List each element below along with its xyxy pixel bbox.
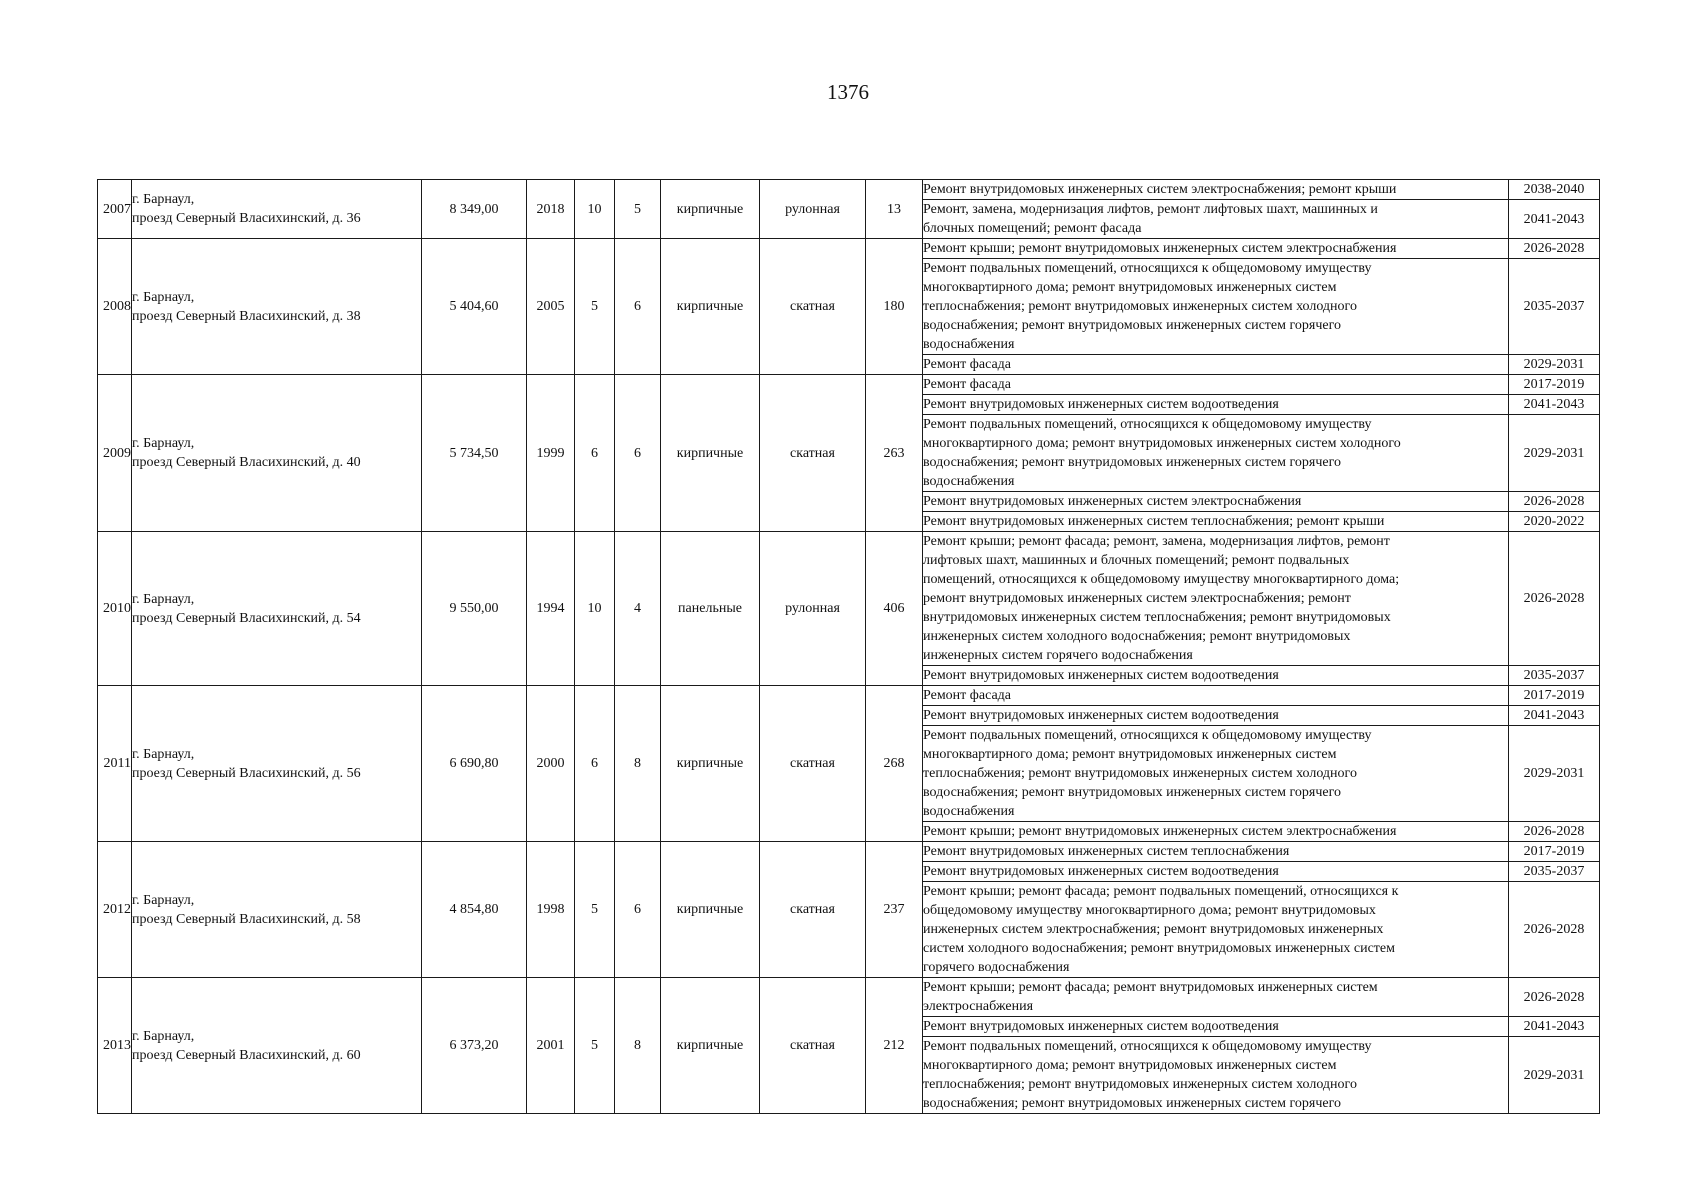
work-period-cell: 2026-2028 — [1509, 239, 1600, 259]
table-row — [98, 180, 1600, 200]
address-street: проезд Северный Власихинский, д. 38 — [132, 308, 361, 324]
wall-material-cell: кирпичные — [661, 375, 760, 532]
floors-cell: 10 — [575, 532, 615, 686]
work-description-cell — [923, 1037, 1509, 1114]
roof-type-cell: скатная — [760, 686, 866, 842]
work-line: многоквартирного дома; ремонт внутридомовых инженерных систем — [923, 747, 1337, 762]
work-description-cell — [923, 862, 1509, 882]
address-street: проезд Северный Власихинский, д. 40 — [132, 455, 361, 470]
work-period-cell: 2017-2019 — [1509, 842, 1600, 862]
address-cell — [132, 239, 422, 375]
address-city: г. Барнаул, — [132, 436, 195, 451]
work-description-cell — [923, 726, 1509, 822]
work-period-cell: 2041-2043 — [1509, 200, 1600, 239]
commission-year-cell: 2001 — [527, 978, 575, 1114]
work-line: лифтовых шахт, машинных и блочных помещений; ремонт подвальных — [923, 553, 1350, 568]
work-line: блочных помещений; ремонт фасада — [923, 221, 1142, 236]
entrances-cell: 6 — [615, 842, 661, 978]
total-area-cell: 8 349,00 — [422, 180, 527, 239]
commission-year-cell: 2000 — [527, 686, 575, 842]
work-line: многоквартирного дома; ремонт внутридомовых инженерных систем — [923, 1058, 1337, 1073]
table-row — [98, 842, 1600, 862]
floors-cell: 5 — [575, 842, 615, 978]
work-line: Ремонт фасада — [923, 377, 1012, 392]
address-city: г. Барнаул, — [132, 192, 195, 207]
work-line: водоснабжения; ремонт внутридомовых инженерных систем горячего — [923, 455, 1341, 470]
work-line: помещений, относящихся к общедомовому имуществу многоквартирного дома; — [923, 572, 1400, 587]
work-description-cell — [923, 355, 1509, 375]
work-description-cell — [923, 686, 1509, 706]
work-description-cell — [923, 842, 1509, 862]
address-cell — [132, 532, 422, 686]
address-cell — [132, 375, 422, 532]
work-period-cell: 2029-2031 — [1509, 726, 1600, 822]
table-row — [98, 978, 1600, 1017]
total-area-cell: 6 690,80 — [422, 686, 527, 842]
floors-cell: 5 — [575, 239, 615, 375]
work-line: инженерных систем горячего водоснабжения — [923, 648, 1193, 663]
entrances-cell: 8 — [615, 978, 661, 1114]
floors-cell: 5 — [575, 978, 615, 1114]
work-line: внутридомовых инженерных систем теплоснабжения; ремонт внутридомовых — [923, 610, 1391, 625]
work-line: Ремонт фасада — [923, 688, 1012, 703]
work-description-cell — [923, 239, 1509, 259]
work-line: общедомовому имуществу многоквартирного дома; ремонт внутридомовых — [923, 903, 1376, 918]
work-line: Ремонт подвальных помещений, относящихся к общедомовому имуществу — [923, 261, 1372, 276]
work-line: водоснабжения; ремонт внутридомовых инженерных систем горячего — [923, 785, 1341, 800]
work-line: теплоснабжения; ремонт внутридомовых инженерных систем холодного — [923, 299, 1357, 314]
work-period-cell: 2035-2037 — [1509, 862, 1600, 882]
work-line: Ремонт крыши; ремонт фасада; ремонт, замена, модернизация лифтов, ремонт — [923, 534, 1390, 549]
residents-cell: 212 — [866, 978, 923, 1114]
address-cell — [132, 180, 422, 239]
address-cell — [132, 842, 422, 978]
work-line: Ремонт внутридомовых инженерных систем водоотведения — [923, 864, 1279, 879]
work-line: Ремонт внутридомовых инженерных систем теплоснабжения — [923, 844, 1290, 859]
work-line: Ремонт внутридомовых инженерных систем водоотведения — [923, 1019, 1279, 1034]
wall-material-cell: кирпичные — [661, 842, 760, 978]
address-city: г. Барнаул, — [132, 591, 195, 607]
work-description-cell — [923, 978, 1509, 1017]
work-description-cell — [923, 532, 1509, 666]
wall-material-cell: кирпичные — [661, 686, 760, 842]
entrances-cell: 4 — [615, 532, 661, 686]
work-line: ремонт внутридомовых инженерных систем электроснабжения; ремонт — [923, 591, 1351, 606]
total-area-cell: 6 373,20 — [422, 978, 527, 1114]
work-period-cell: 2020-2022 — [1509, 512, 1600, 532]
work-line: Ремонт подвальных помещений, относящихся к общедомовому имуществу — [923, 728, 1372, 743]
work-line: Ремонт внутридомовых инженерных систем водоотведения — [923, 397, 1279, 412]
address-street: проезд Северный Власихинский, д. 36 — [132, 211, 361, 226]
house-id-cell: 2008 — [98, 239, 132, 375]
work-line: электроснабжения — [923, 999, 1034, 1014]
work-line: водоснабжения; ремонт внутридомовых инженерных систем горячего — [923, 318, 1341, 333]
total-area-cell: 4 854,80 — [422, 842, 527, 978]
table-row — [98, 375, 1600, 395]
work-period-cell: 2041-2043 — [1509, 1017, 1600, 1037]
work-description-cell — [923, 415, 1509, 492]
total-area-cell: 5 404,60 — [422, 239, 527, 375]
work-period-cell: 2026-2028 — [1509, 882, 1600, 978]
entrances-cell: 5 — [615, 180, 661, 239]
entrances-cell: 8 — [615, 686, 661, 842]
work-description-cell — [923, 666, 1509, 686]
work-line: инженерных систем холодного водоснабжения; ремонт внутридомовых — [923, 629, 1351, 644]
work-period-cell: 2038-2040 — [1509, 180, 1600, 200]
house-id-cell: 2007 — [98, 180, 132, 239]
work-line: Ремонт внутридомовых инженерных систем электроснабжения — [923, 494, 1302, 509]
floors-cell: 10 — [575, 180, 615, 239]
repair-schedule-table — [97, 179, 1600, 1114]
entrances-cell: 6 — [615, 239, 661, 375]
work-period-cell: 2029-2031 — [1509, 355, 1600, 375]
commission-year-cell: 2018 — [527, 180, 575, 239]
work-period-cell: 2026-2028 — [1509, 978, 1600, 1017]
residents-cell: 406 — [866, 532, 923, 686]
address-street: проезд Северный Власихинский, д. 60 — [132, 1047, 361, 1063]
address-city: г. Барнаул, — [132, 746, 195, 762]
work-description-cell — [923, 512, 1509, 532]
table-row — [98, 239, 1600, 259]
work-description-cell — [923, 180, 1509, 200]
floors-cell: 6 — [575, 686, 615, 842]
table-row — [98, 686, 1600, 706]
roof-type-cell: скатная — [760, 842, 866, 978]
work-line: водоснабжения — [923, 337, 1015, 352]
work-period-cell: 2026-2028 — [1509, 532, 1600, 666]
roof-type-cell: скатная — [760, 978, 866, 1114]
house-id-cell: 2013 — [98, 978, 132, 1114]
work-period-cell: 2017-2019 — [1509, 375, 1600, 395]
work-line: Ремонт подвальных помещений, относящихся к общедомовому имуществу — [923, 417, 1372, 432]
work-line: водоснабжения — [923, 474, 1015, 489]
work-line: Ремонт крыши; ремонт фасада; ремонт внутридомовых инженерных систем — [923, 980, 1378, 995]
wall-material-cell: кирпичные — [661, 239, 760, 375]
address-street: проезд Северный Власихинский, д. 56 — [132, 765, 361, 781]
address-city: г. Барнаул, — [132, 289, 195, 305]
total-area-cell: 5 734,50 — [422, 375, 527, 532]
work-description-cell — [923, 259, 1509, 355]
work-line: водоснабжения — [923, 804, 1015, 819]
residents-cell: 237 — [866, 842, 923, 978]
work-period-cell: 2035-2037 — [1509, 666, 1600, 686]
work-description-cell — [923, 200, 1509, 239]
table-body — [98, 180, 1600, 1114]
commission-year-cell: 1998 — [527, 842, 575, 978]
residents-cell: 180 — [866, 239, 923, 375]
wall-material-cell: кирпичные — [661, 180, 760, 239]
work-period-cell: 2026-2028 — [1509, 822, 1600, 842]
roof-type-cell: рулонная — [760, 532, 866, 686]
wall-material-cell: кирпичные — [661, 978, 760, 1114]
address-cell — [132, 978, 422, 1114]
house-id-cell: 2009 — [98, 375, 132, 532]
roof-type-cell: рулонная — [760, 180, 866, 239]
work-line: Ремонт, замена, модернизация лифтов, ремонт лифтовых шахт, машинных и — [923, 202, 1378, 217]
work-period-cell: 2041-2043 — [1509, 706, 1600, 726]
address-city: г. Барнаул, — [132, 892, 195, 908]
residents-cell: 263 — [866, 375, 923, 532]
table-row — [98, 532, 1600, 666]
work-period-cell: 2041-2043 — [1509, 395, 1600, 415]
work-line: Ремонт фасада — [923, 357, 1012, 372]
total-area-cell: 9 550,00 — [422, 532, 527, 686]
work-line: водоснабжения; ремонт внутридомовых инженерных систем горячего — [923, 1096, 1341, 1111]
work-line: Ремонт крыши; ремонт внутридомовых инженерных систем электроснабжения — [923, 241, 1397, 256]
work-description-cell — [923, 822, 1509, 842]
work-line: систем холодного водоснабжения; ремонт внутридомовых инженерных систем — [923, 941, 1395, 956]
work-line: теплоснабжения; ремонт внутридомовых инженерных систем холодного — [923, 1077, 1357, 1092]
work-line: инженерных систем электроснабжения; ремонт внутридомовых инженерных — [923, 922, 1384, 937]
work-period-cell: 2017-2019 — [1509, 686, 1600, 706]
work-period-cell: 2029-2031 — [1509, 415, 1600, 492]
residents-cell: 13 — [866, 180, 923, 239]
work-line: Ремонт внутридомовых инженерных систем водоотведения — [923, 668, 1279, 683]
address-city: г. Барнаул, — [132, 1028, 195, 1044]
work-line: Ремонт крыши; ремонт фасада; ремонт подвальных помещений, относящихся к — [923, 884, 1399, 899]
work-line: многоквартирного дома; ремонт внутридомовых инженерных систем — [923, 280, 1337, 295]
work-line: горячего водоснабжения — [923, 960, 1070, 975]
page-number: 1376 — [827, 80, 869, 104]
work-line: многоквартирного дома; ремонт внутридомовых инженерных систем холодного — [923, 436, 1401, 451]
commission-year-cell: 1999 — [527, 375, 575, 532]
entrances-cell: 6 — [615, 375, 661, 532]
work-description-cell — [923, 882, 1509, 978]
address-street: проезд Северный Власихинский, д. 54 — [132, 610, 361, 626]
work-description-cell — [923, 1017, 1509, 1037]
work-line: Ремонт внутридомовых инженерных систем водоотведения — [923, 708, 1279, 723]
work-period-cell: 2035-2037 — [1509, 259, 1600, 355]
work-line: Ремонт внутридомовых инженерных систем теплоснабжения; ремонт крыши — [923, 514, 1385, 529]
work-line: Ремонт крыши; ремонт внутридомовых инженерных систем электроснабжения — [923, 824, 1397, 839]
address-cell — [132, 686, 422, 842]
work-description-cell — [923, 706, 1509, 726]
work-period-cell: 2026-2028 — [1509, 492, 1600, 512]
work-description-cell — [923, 492, 1509, 512]
residents-cell: 268 — [866, 686, 923, 842]
work-period-cell: 2029-2031 — [1509, 1037, 1600, 1114]
work-description-cell — [923, 375, 1509, 395]
house-id-cell: 2012 — [98, 842, 132, 978]
work-line: Ремонт подвальных помещений, относящихся к общедомовому имуществу — [923, 1039, 1372, 1054]
work-line: теплоснабжения; ремонт внутридомовых инженерных систем холодного — [923, 766, 1357, 781]
address-street: проезд Северный Власихинский, д. 58 — [132, 911, 361, 927]
floors-cell: 6 — [575, 375, 615, 532]
work-description-cell — [923, 395, 1509, 415]
wall-material-cell: панельные — [661, 532, 760, 686]
commission-year-cell: 2005 — [527, 239, 575, 375]
commission-year-cell: 1994 — [527, 532, 575, 686]
house-id-cell: 2010 — [98, 532, 132, 686]
roof-type-cell: скатная — [760, 375, 866, 532]
roof-type-cell: скатная — [760, 239, 866, 375]
work-line: Ремонт внутридомовых инженерных систем электроснабжения; ремонт крыши — [923, 182, 1397, 197]
house-id-cell: 2011 — [98, 686, 132, 842]
